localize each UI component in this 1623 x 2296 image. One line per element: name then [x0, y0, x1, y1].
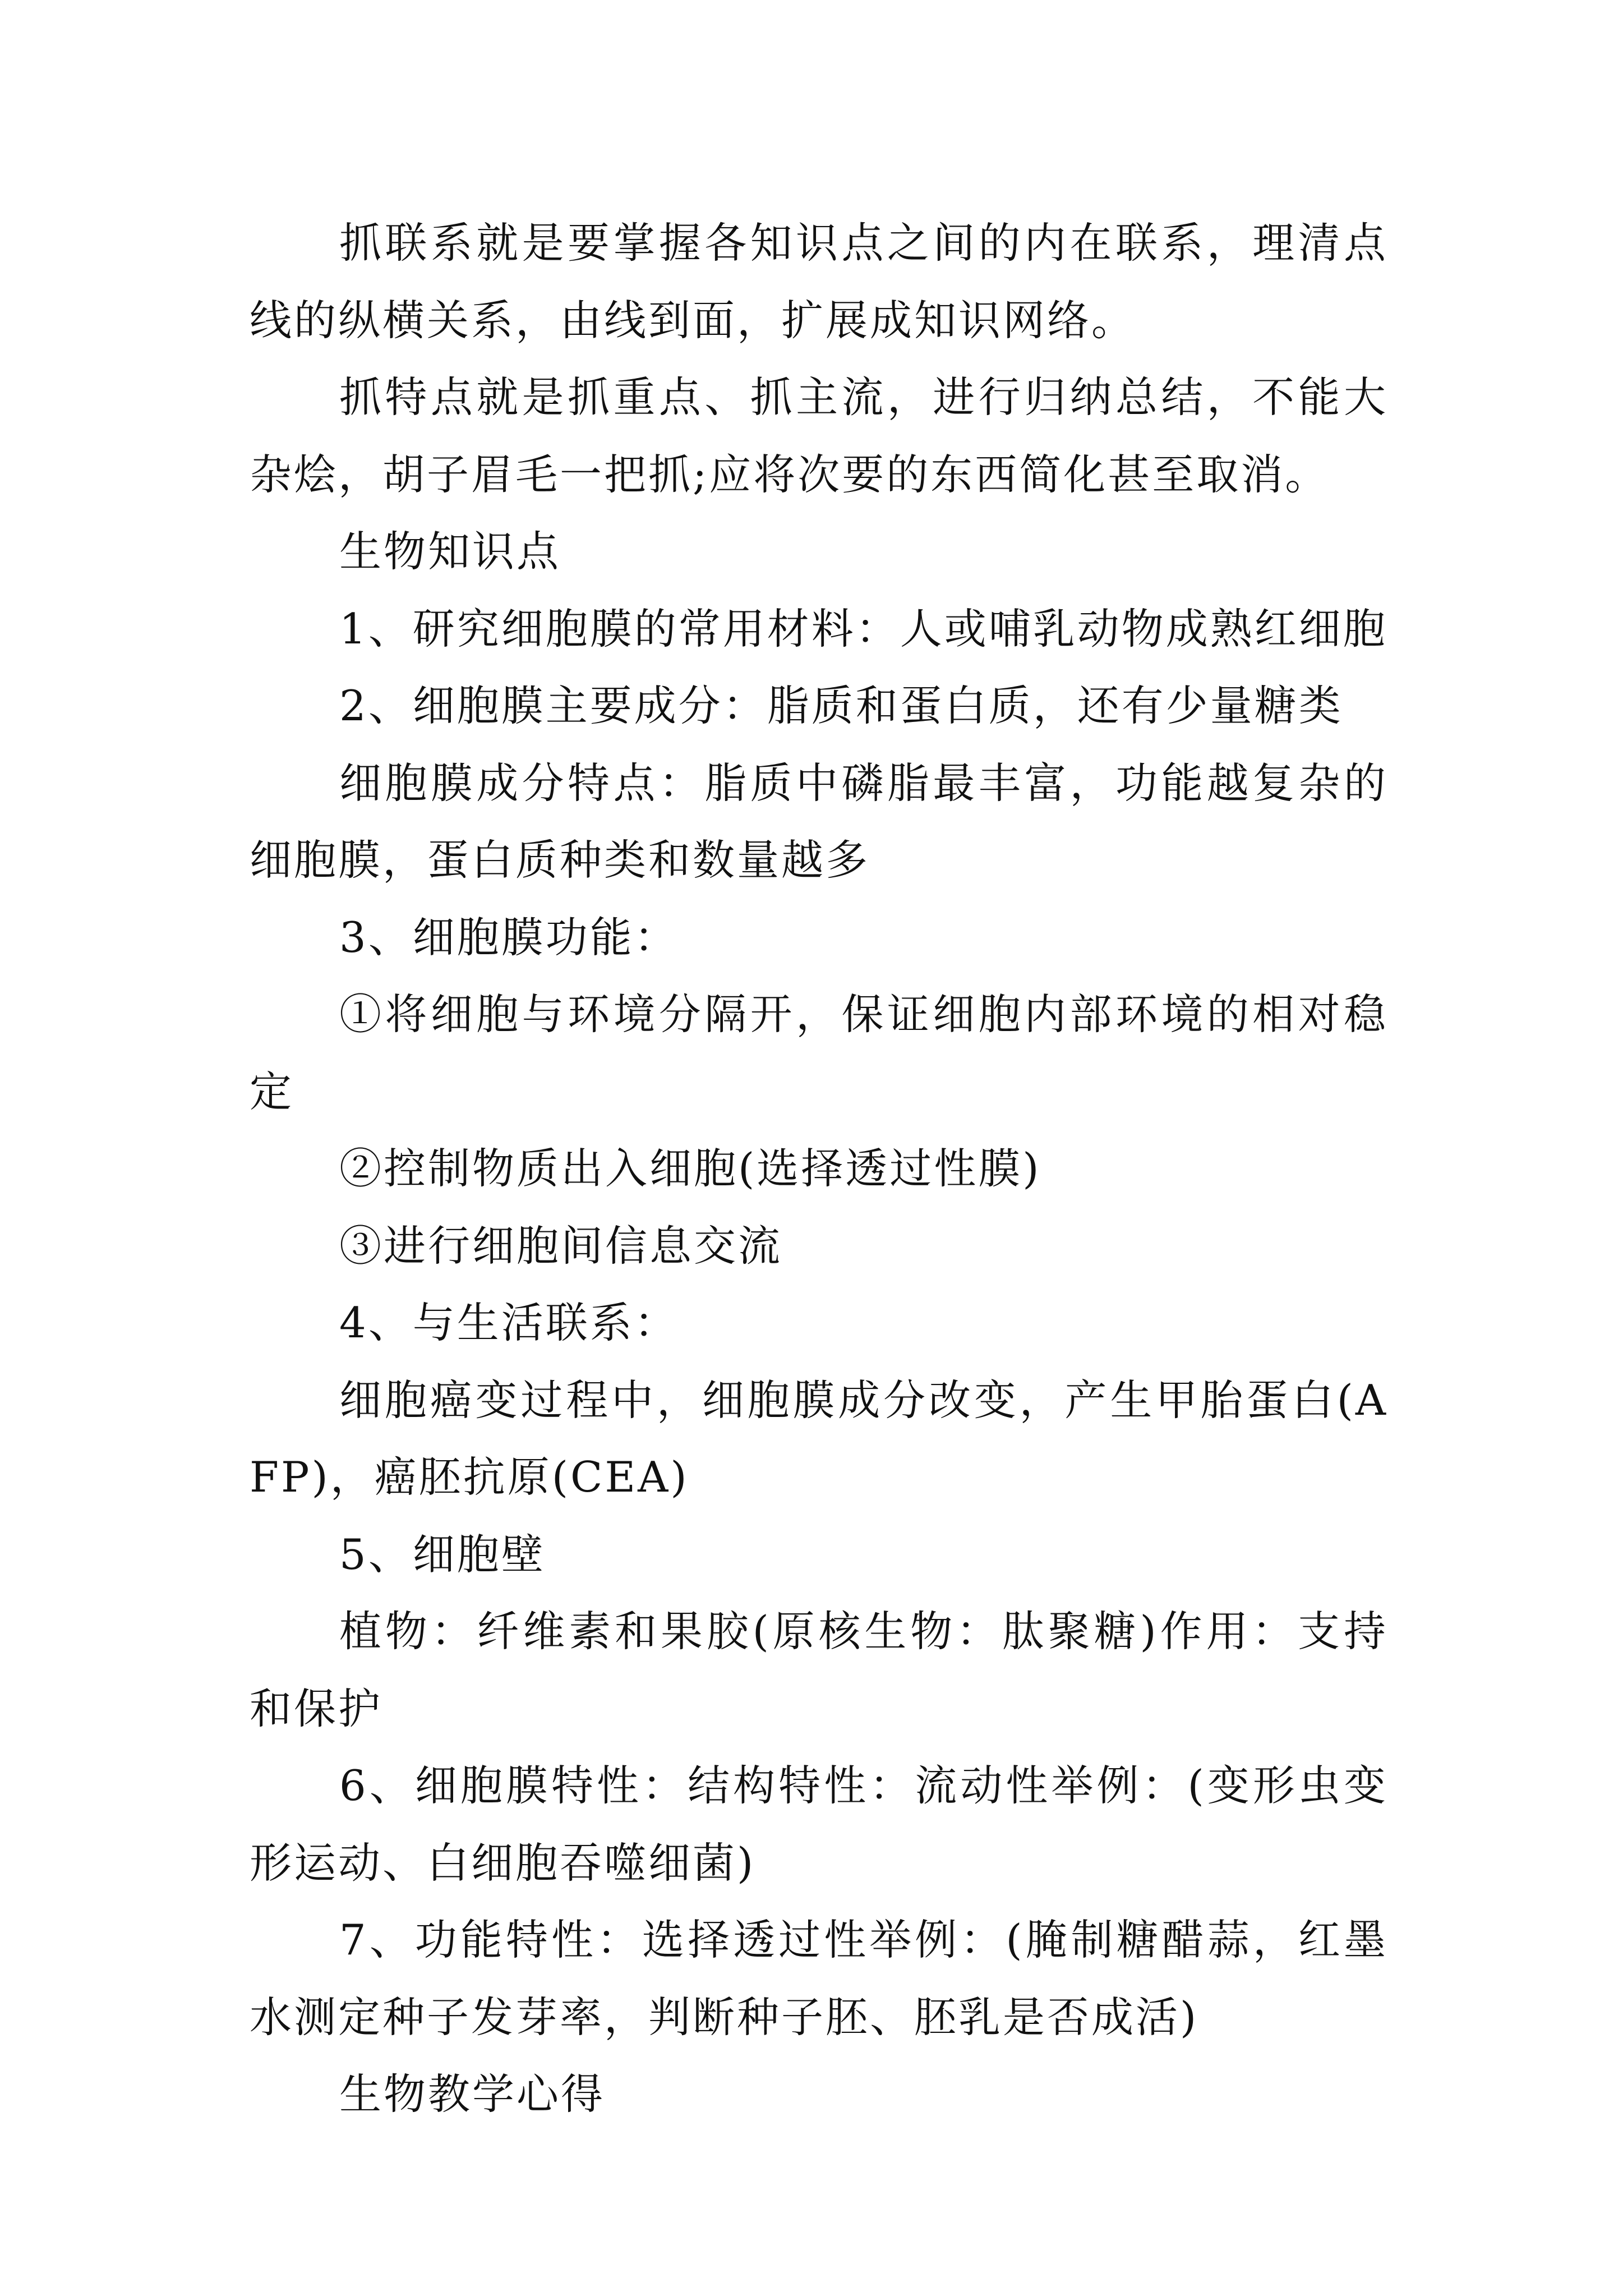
paragraph-item-1: 1、研究细胞膜的常用材料：人或哺乳动物成熟红细胞 — [339, 604, 1387, 654]
paragraph-item-2: 2、细胞膜主要成分：脂质和蛋白质，还有少量糖类 — [339, 681, 1343, 730]
paragraph-item-5: 5、细胞壁 — [339, 1529, 546, 1579]
section-heading-teaching-notes: 生物教学心得 — [339, 2069, 606, 2119]
paragraph-item-3: 3、细胞膜功能： — [339, 912, 679, 962]
paragraph-cancer: 细胞癌变过程中，细胞膜成分改变，产生甲胎蛋白(AFP)，癌胚抗原(CEA) — [250, 1375, 1388, 1502]
paragraph-item-7: 7、功能特性：选择透过性举例：(腌制糖醋蒜，红墨水测定种子发芽率，判断种子胚、胚乳是否成活) — [250, 1915, 1388, 2042]
paragraph-function-2: ②控制物质出入细胞(选择透过性膜) — [339, 1144, 1041, 1193]
document-body — [250, 205, 1388, 2133]
paragraph-membrane-features: 细胞膜成分特点：脂质中磷脂最丰富，功能越复杂的细胞膜，蛋白质种类和数量越多 — [250, 758, 1388, 885]
paragraph-key-points: 抓特点就是抓重点、抓主流，进行归纳总结，不能大杂烩，胡子眉毛一把抓;应将次要的东西简化甚至取消。 — [250, 372, 1388, 499]
paragraph-connections: 抓联系就是要掌握各知识点之间的内在联系，理清点线的纵横关系，由线到面，扩展成知识网络。 — [250, 218, 1388, 345]
paragraph-item-6: 6、细胞膜特性：结构特性：流动性举例：(变形虫变形运动、白细胞吞噬细菌) — [250, 1761, 1388, 1888]
paragraph-item-4: 4、与生活联系： — [339, 1298, 679, 1347]
paragraph-function-1: ①将细胞与环境分隔开，保证细胞内部环境的相对稳定 — [250, 990, 1388, 1116]
paragraph-function-3: ③进行细胞间信息交流 — [339, 1221, 783, 1271]
section-heading-biology-knowledge: 生物知识点 — [339, 527, 561, 576]
paragraph-plant-wall: 植物：纤维素和果胶(原核生物：肽聚糖)作用：支持和保护 — [250, 1607, 1388, 1733]
